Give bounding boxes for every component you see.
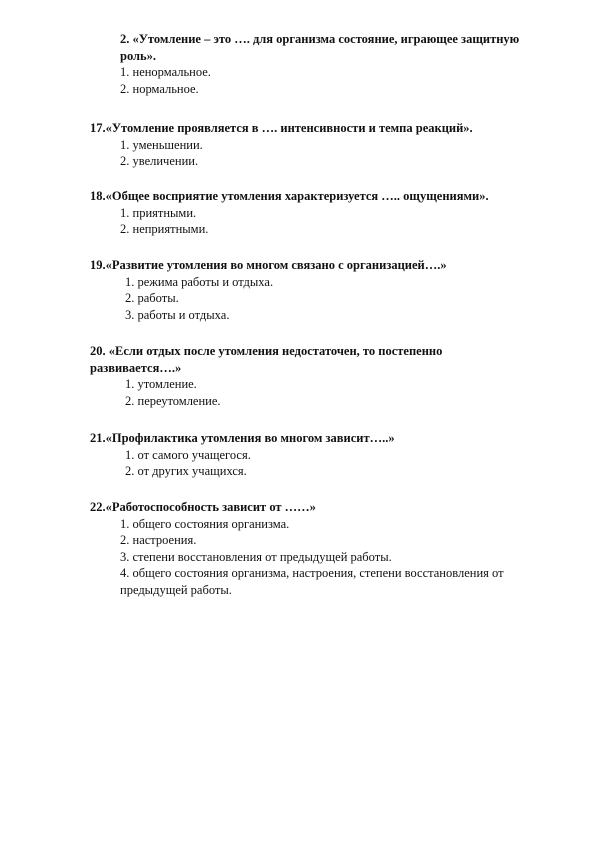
question-title: 18.«Общее восприятие утомления характеризуется ….. ощущениями». (90, 189, 489, 203)
answer-options (120, 137, 595, 170)
question-title: 17.«Утомление проявляется в …. интенсивности и темпа реакций». (90, 121, 473, 135)
answer-option: 1. утомление. (125, 377, 197, 391)
answer-option: 3. степени восстановления от предыдущей работы. (120, 549, 392, 564)
answer-option: 1. приятными. (120, 205, 197, 220)
answer-option: 2. неприятными. (120, 222, 209, 236)
answer-option: 2. от других учащихся. (125, 464, 247, 478)
question-title: 21.«Профилактика утомления во многом зависит…..» (90, 431, 395, 445)
answer-option: 1. ненормальное. (120, 65, 211, 79)
answer-option: 1. от самого учащегося. (125, 447, 251, 462)
answer-option: 3. работы и отдыха. (125, 307, 230, 322)
question-title: 19.«Развитие утомления во многом связано с организацией….» (90, 258, 447, 272)
answer-option: 1. уменьшении. (120, 137, 203, 152)
answer-options (125, 447, 595, 480)
question-20 (0, 343, 595, 409)
question-21 (0, 430, 595, 480)
answer-options (120, 516, 560, 599)
answer-option: 2. работы. (125, 291, 179, 305)
answer-option: 2. переутомление. (125, 393, 221, 408)
answer-options (125, 274, 595, 324)
answer-options (125, 376, 595, 409)
answer-option: 2. увеличении. (120, 154, 199, 168)
question-title: 2. «Утомление – это …. для организма состояние, играющее защитную роль». (120, 32, 520, 63)
question-22 (0, 499, 595, 598)
question-title: 22.«Работоспособность зависит от ……» (90, 500, 316, 514)
answer-options (120, 205, 595, 238)
question-title: 20. «Если отдых после утомления недостаточен, то постепенно развивается….» (90, 344, 443, 375)
answer-options (120, 64, 595, 97)
question-18 (0, 188, 595, 238)
question-17 (0, 120, 595, 170)
question-19 (0, 257, 595, 323)
answer-option: 1. общего состояния организма. (120, 516, 290, 531)
question-2 (0, 31, 595, 97)
answer-option: 1. режима работы и отдыха. (125, 274, 274, 289)
answer-option: 2. нормальное. (120, 81, 199, 96)
answer-option: 2. настроения. (120, 533, 197, 547)
answer-option: 4. общего состояния организма, настроения, степени восстановления от предыдущей работы. (120, 566, 504, 597)
